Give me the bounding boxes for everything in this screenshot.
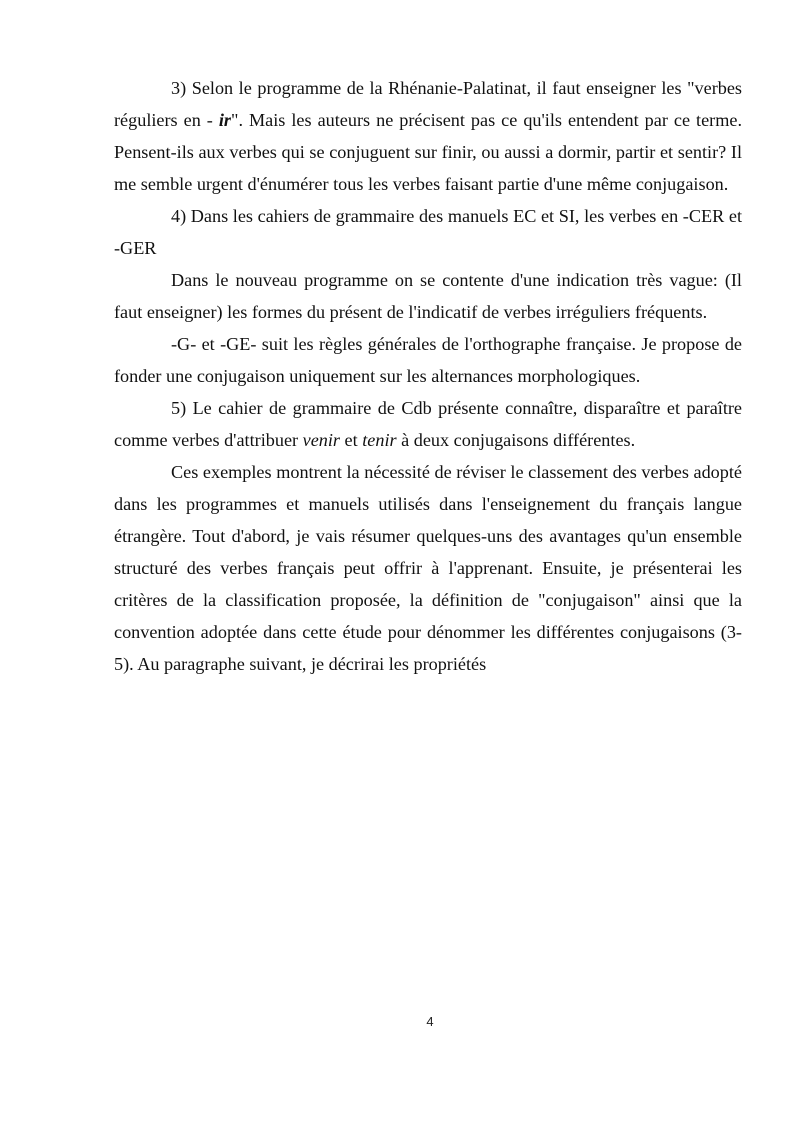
verb-tenir: tenir xyxy=(362,430,397,450)
paragraph-3 xyxy=(114,72,742,200)
paragraph-programme: Dans le nouveau programme on se contente d'une indication très vague: (Il faut enseigner) les formes du présent de l'indicatif de verbes irréguliers fréquents. xyxy=(114,270,742,322)
paragraph-3-text-start: 3) Selon le programme de la Rhénanie-Palatinat, il faut enseigner les "verbes réguliers en - xyxy=(114,78,742,130)
body-text xyxy=(114,72,742,680)
paragraph-conclusion: Ces exemples montrent la nécessité de réviser le classement des verbes adopté dans les programmes et manuels utilisés dans l'enseignement du français langue étrangère. Tout d'abord, je vais résumer quelques-uns des avantages qu'un ensemble structuré des verbes français peut offrir à l'apprenant. Ensuite, je présenterai les critères de la classification proposée, la définition de "conjugaison" ainsi que la convention adoptée dans cette étude pour dénommer les différentes conjugaisons (3-5). Au paragraphe suivant, je décrirai les propriétés xyxy=(114,462,742,674)
page-number: 4 xyxy=(426,1014,434,1029)
paragraph-5-connector: et xyxy=(340,430,363,450)
paragraph-orthographe: -G- et -GE- suit les règles générales de l'orthographe française. Je propose de fonder une conjugaison uniquement sur les alternances morphologiques. xyxy=(114,334,742,386)
verb-venir: venir xyxy=(302,430,340,450)
paragraph-5-text-end: à deux conjugaisons différentes. xyxy=(396,430,636,450)
paragraph-3-text-end: ". Mais les auteurs ne précisent pas ce qu'ils entendent par ce terme. Pensent-ils aux verbes qui se conjuguent sur finir, ou aussi a dormir, partir et sentir? Il me semble urgent d'énumérer tous les verbes faisant partie d'une même conjugaison. xyxy=(114,110,742,194)
suffix-ir: ir xyxy=(218,110,232,130)
paragraph-5-text-start: 5) Le cahier de grammaire de Cdb présente connaître, disparaître et paraître comme verbes d'attribuer xyxy=(114,398,742,450)
paragraph-4: 4) Dans les cahiers de grammaire des manuels EC et SI, les verbes en -CER et -GER xyxy=(114,206,742,258)
paragraph-5 xyxy=(114,392,742,456)
